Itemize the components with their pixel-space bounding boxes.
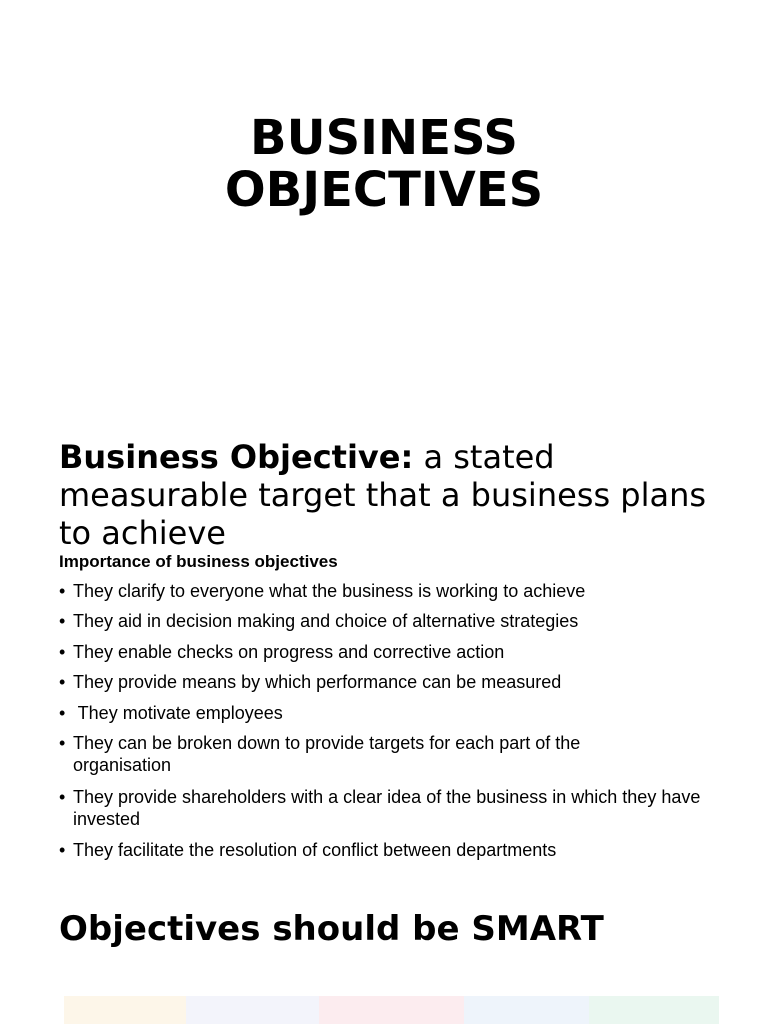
strip-segment [64,996,186,1024]
title-line-2: OBJECTIVES [224,162,544,218]
strip-segment [319,996,464,1024]
bullet-icon: • [59,840,66,860]
list-item-text: They can be broken down to provide targets for each part of the organisation [73,733,581,775]
page-title [0,112,768,216]
list-item-text: They aid in decision making and choice of alternative strategies [73,611,579,631]
bullet-icon: • [59,672,66,692]
list-item-text: They motivate employees [73,703,283,723]
definition-term: Business Objective: [59,438,414,476]
bullet-icon: • [59,733,66,753]
list-item [59,732,673,776]
list-item [59,641,733,663]
bullet-icon: • [59,611,66,631]
definition [59,438,739,552]
bullet-icon: • [59,703,66,723]
list-item-text: They provide shareholders with a clear idea of the business in which they have invested [73,787,701,829]
strip-segment [186,996,319,1024]
color-strip [64,996,719,1024]
list-item [59,580,733,602]
importance-heading: Importance of business objectives [59,552,338,571]
list-item-text: They provide means by which performance can be measured [73,672,562,692]
bullet-icon: • [59,787,66,807]
smart-heading: Objectives should be SMART [59,909,604,949]
list-item [59,786,718,830]
list-item [59,671,733,693]
list-item [59,839,733,861]
list-item-text: They clarify to everyone what the business is working to achieve [73,581,586,601]
bullet-icon: • [59,642,66,662]
list-item-text: They facilitate the resolution of conflict between departments [73,840,557,860]
list-item-text: They enable checks on progress and corrective action [73,642,505,662]
strip-segment [464,996,589,1024]
strip-segment [589,996,719,1024]
title-line-1: BUSINESS [250,110,518,166]
definition-text: a stated measurable target that a business plans to achieve [59,438,707,552]
list-item [59,610,733,632]
list-item [59,702,733,724]
bullet-icon: • [59,581,66,601]
